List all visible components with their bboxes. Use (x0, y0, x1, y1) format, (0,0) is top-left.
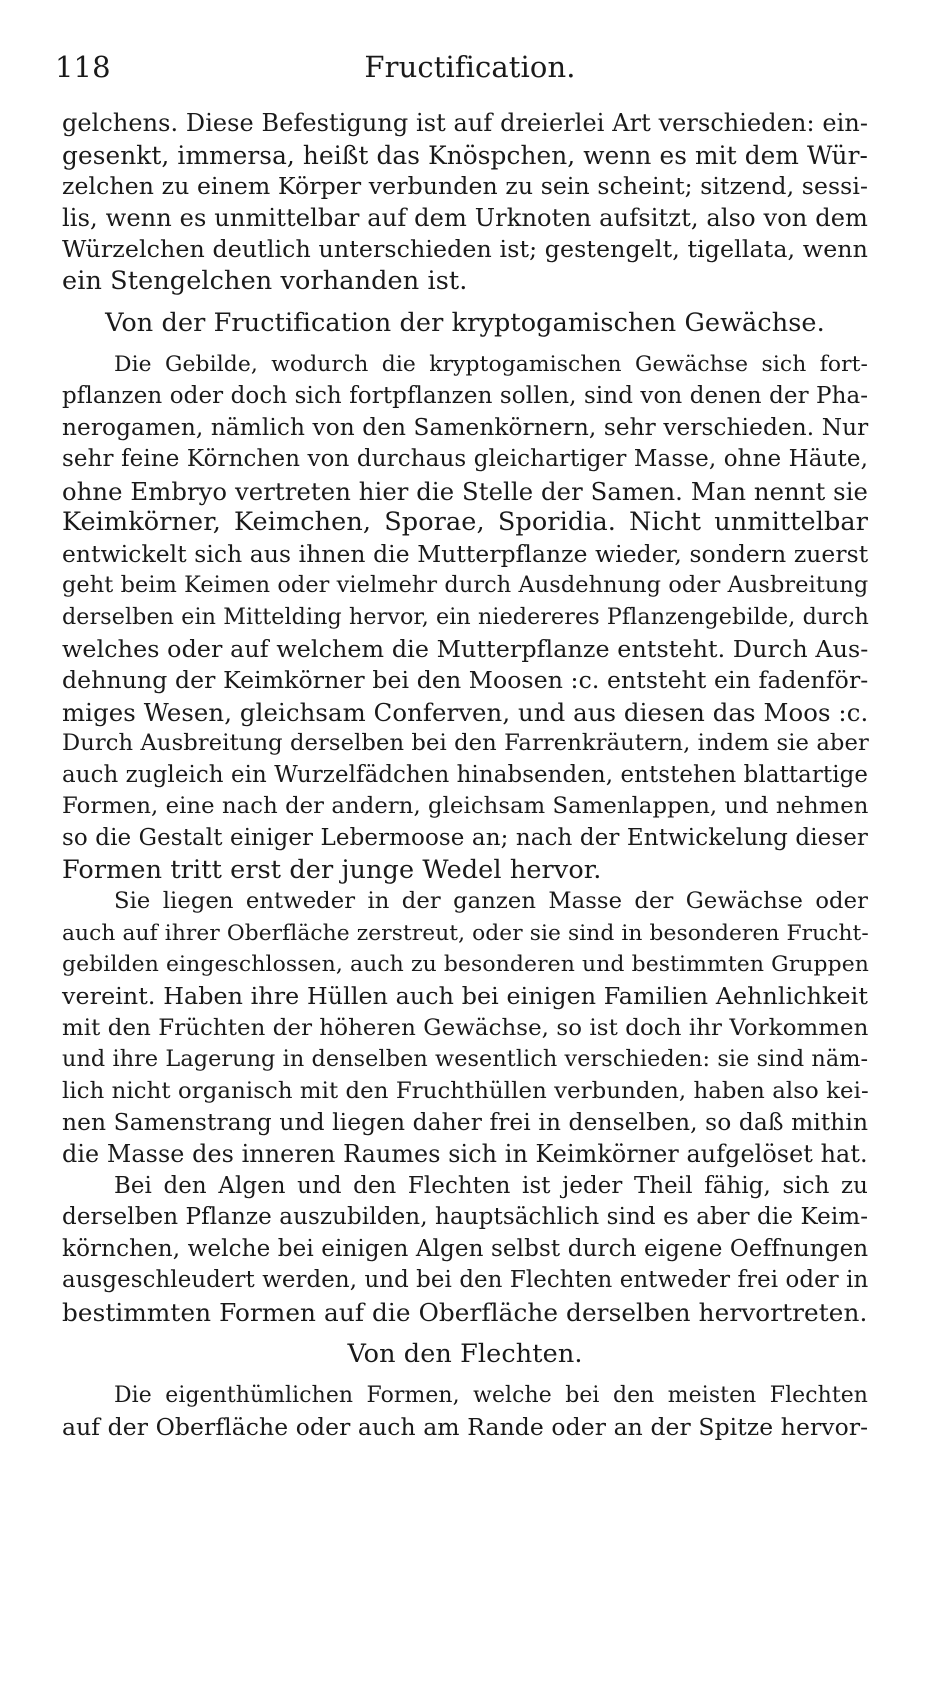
text-line: sehr feine Körnchen von durchaus gleichartiger Masse, ohne Häute, (62, 445, 868, 472)
text-line: vereint. Haben ihre Hüllen auch bei einigen Familien Aehnlichkeit (62, 982, 868, 1011)
running-head: Fructification. (364, 50, 576, 84)
text-line: Die Gebilde, wodurch die kryptogamischen Gewächse sich fort- (114, 352, 868, 378)
text-line: gebilden eingeschlossen, auch zu besonderen und bestimmten Gruppen (62, 952, 870, 978)
page-number: 118 (55, 50, 111, 84)
text-line: nerogamen, nämlich von den Samenkörnern, sehr verschieden. Nur (62, 414, 869, 442)
text-line: ohne Embryo vertreten hier die Stelle der Samen. Man nennt sie (62, 476, 868, 506)
text-line: ein Stengelchen vorhanden ist. (62, 265, 468, 296)
text-line: Die eigenthümlichen Formen, welche bei den meisten Flechten (114, 1383, 868, 1409)
text-line: Würzelchen deutlich unterschieden ist; gestengelt, tigellata, wenn (62, 235, 869, 264)
text-line: gelchens. Diese Befestigung ist auf dreierlei Art verschieden: ein- (62, 109, 868, 137)
text-line: auch auf ihrer Oberfläche zerstreut, oder sie sind in besonderen Frucht- (62, 920, 869, 946)
text-line: geht beim Keimen oder vielmehr durch Ausdehnung oder Ausbreitung (62, 572, 869, 599)
text-line: welches oder auf welchem die Mutterpflanze entsteht. Durch Aus- (62, 634, 869, 663)
text-line: Bei den Algen und den Flechten ist jeder Theil fähig, sich zu (114, 1172, 868, 1199)
text-line: auch zugleich ein Wurzelfädchen hinabsenden, entstehen blattartige (62, 761, 869, 788)
text-line: lich nicht organisch mit den Fruchthüllen verbunden, haben also kei- (62, 1077, 869, 1104)
text-line: miges Wesen, gleichsam Conferven, und aus diesen das Moos :c. (62, 697, 869, 727)
text-line: nen Samenstrang und liegen daher frei in denselben, so daß mithin (62, 1109, 869, 1137)
text-line: auf der Oberfläche oder auch am Rande oder an der Spitze hervor- (62, 1412, 869, 1441)
text-line: bestimmten Formen auf die Oberfläche derselben hervortreten. (62, 1297, 868, 1327)
text-line: Sie liegen entweder in der ganzen Masse der Gewächse oder (114, 888, 868, 915)
text-line: Durch Ausbreitung derselben bei den Farrenkräutern, indem sie aber (62, 730, 869, 757)
text-line: Formen tritt erst der junge Wedel hervor. (62, 854, 602, 885)
section-heading: Von den Flechten. (347, 1338, 583, 1369)
section-heading: Von der Fructification der kryptogamischen Gewächse. (105, 307, 825, 338)
text-line: dehnung der Keimkörner bei den Moosen :c. entsteht ein fadenför- (62, 666, 869, 695)
body-text (62, 108, 868, 1443)
text-line: und ihre Lagerung in denselben wesentlich verschieden: sie sind näm- (62, 1046, 869, 1073)
text-line: lis, wenn es unmittelbar auf dem Urknoten aufsitzt, also von dem (62, 203, 868, 232)
text-line: Keimkörner, Keimchen, Sporae, Sporidia. Nicht unmittelbar (62, 507, 868, 538)
text-line: so die Gestalt einiger Lebermoose an; nach der Entwickelung dieser (62, 825, 868, 852)
text-line: entwickelt sich aus ihnen die Mutterpflanze wieder, sondern zuerst (62, 539, 869, 568)
text-line: mit den Früchten der höheren Gewächse, so ist doch ihr Vorkommen (62, 1014, 869, 1041)
text-line: die Masse des inneren Raumes sich in Keimkörner aufgelöset hat. (62, 1140, 868, 1168)
text-line: ausgeschleudert werden, und bei den Flechten entweder frei oder in (62, 1267, 869, 1294)
text-line: derselben ein Mittelding hervor, ein niedereres Pflanzengebilde, durch (62, 603, 869, 630)
text-line: zelchen zu einem Körper verbunden zu sein scheint; sitzend, sessi- (62, 172, 869, 201)
text-line: Formen, eine nach der andern, gleichsam Samenlappen, und nehmen (62, 793, 869, 820)
text-line: derselben Pflanze auszubilden, hauptsächlich sind es aber die Keim- (62, 1204, 869, 1231)
text-line: pflanzen oder doch sich fortpflanzen sollen, sind von denen der Pha- (62, 382, 869, 409)
text-line: körnchen, welche bei einigen Algen selbst durch eigene Oeffnungen (62, 1235, 869, 1262)
text-line: gesenkt, immersa, heißt das Knöspchen, wenn es mit dem Wür- (62, 140, 868, 170)
page-header (55, 50, 885, 90)
